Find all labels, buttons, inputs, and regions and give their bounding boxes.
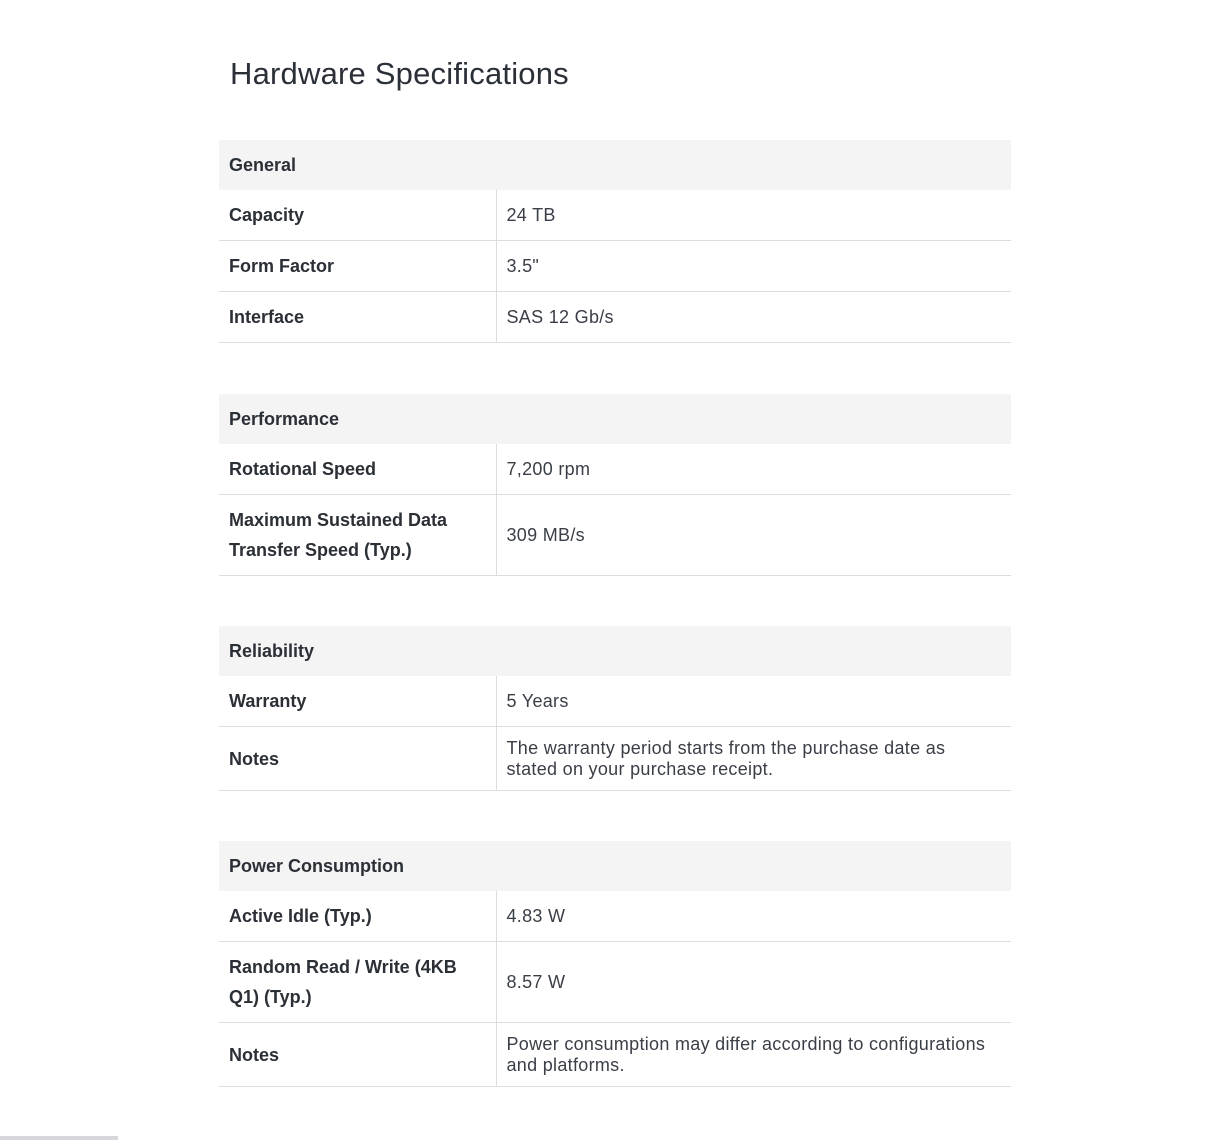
section-header-row bbox=[219, 394, 1011, 444]
section-header-row bbox=[219, 626, 1011, 676]
section-title-power-consumption: Power Consumption bbox=[219, 841, 1011, 891]
spec-row-warranty bbox=[219, 676, 1011, 727]
spec-label: Interface bbox=[219, 292, 496, 343]
spec-row-interface bbox=[219, 292, 1011, 343]
spec-value: 8.57 W bbox=[496, 942, 1011, 1023]
spec-row-rotational-speed bbox=[219, 444, 1011, 495]
spec-value: 24 TB bbox=[496, 190, 1011, 241]
spec-label: Form Factor bbox=[219, 241, 496, 292]
spec-row-notes bbox=[219, 727, 1011, 791]
spec-value: 309 MB/s bbox=[496, 495, 1011, 576]
spec-label: Maximum Sustained Data Transfer Speed (Typ.) bbox=[219, 495, 496, 576]
spec-value: 4.83 W bbox=[496, 891, 1011, 942]
spec-label: Active Idle (Typ.) bbox=[219, 891, 496, 942]
spec-label: Rotational Speed bbox=[219, 444, 496, 495]
spec-table-power-consumption bbox=[219, 841, 1011, 1087]
spec-row-active-idle bbox=[219, 891, 1011, 942]
spec-value: The warranty period starts from the purchase date as stated on your purchase receipt. bbox=[496, 727, 1011, 791]
spec-label: Notes bbox=[219, 727, 496, 791]
section-title-general: General bbox=[219, 140, 1011, 190]
section-header-row bbox=[219, 140, 1011, 190]
spec-label: Random Read / Write (4KB Q1) (Typ.) bbox=[219, 942, 496, 1023]
spec-value: 5 Years bbox=[496, 676, 1011, 727]
spec-table-general bbox=[219, 140, 1011, 343]
horizontal-scrollbar[interactable] bbox=[0, 1136, 118, 1140]
spec-value: SAS 12 Gb/s bbox=[496, 292, 1011, 343]
page-title: Hardware Specifications bbox=[230, 56, 569, 91]
spec-row-transfer-speed bbox=[219, 495, 1011, 576]
spec-row-random-read-write bbox=[219, 942, 1011, 1023]
spec-table-reliability bbox=[219, 626, 1011, 791]
spec-label: Capacity bbox=[219, 190, 496, 241]
spec-value: Power consumption may differ according to configurations and platforms. bbox=[496, 1023, 1011, 1087]
spec-value: 3.5" bbox=[496, 241, 1011, 292]
spec-row-notes bbox=[219, 1023, 1011, 1087]
spec-label: Warranty bbox=[219, 676, 496, 727]
spec-value: 7,200 rpm bbox=[496, 444, 1011, 495]
section-title-reliability: Reliability bbox=[219, 626, 1011, 676]
section-header-row bbox=[219, 841, 1011, 891]
spec-row-form-factor bbox=[219, 241, 1011, 292]
spec-table-performance bbox=[219, 394, 1011, 576]
spec-row-capacity bbox=[219, 190, 1011, 241]
spec-label: Notes bbox=[219, 1023, 496, 1087]
section-title-performance: Performance bbox=[219, 394, 1011, 444]
